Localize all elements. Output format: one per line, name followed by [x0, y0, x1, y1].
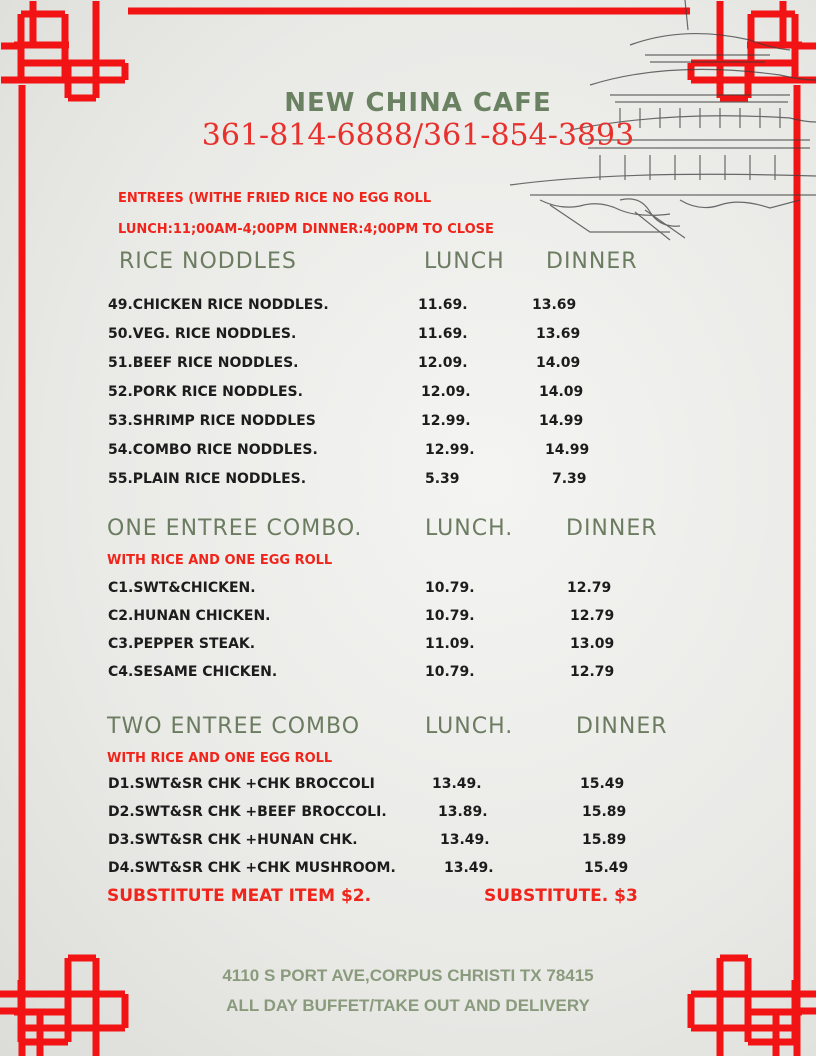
substitute-meat-lunch: SUBSTITUTE MEAT ITEM $2. [107, 886, 372, 906]
menu-item-dinner-price: 12.79 [567, 580, 612, 596]
menu-item-name: C2.HUNAN CHICKEN. [108, 608, 271, 624]
menu-item-lunch-price: 13.49. [440, 832, 490, 848]
rice-noddles-heading: RICE NODDLES [119, 249, 297, 274]
footer-services: ALL DAY BUFFET/TAKE OUT AND DELIVERY [226, 996, 590, 1015]
one-entree-lunch-header: LUNCH. [425, 516, 514, 541]
restaurant-title: NEW CHINA CAFE [284, 88, 552, 118]
menu-item-dinner-price: 13.69 [532, 297, 577, 313]
two-entree-dinner-header: DINNER [576, 714, 668, 739]
menu-item-name: 54.COMBO RICE NODDLES. [108, 442, 318, 458]
one-entree-heading: ONE ENTREE COMBO. [107, 516, 363, 541]
menu-item-name: C4.SESAME CHICKEN. [108, 664, 278, 680]
menu-item-lunch-price: 12.09. [418, 355, 468, 371]
menu-item-name: C1.SWT&CHICKEN. [108, 580, 256, 596]
one-entree-note: WITH RICE AND ONE EGG ROLL [107, 553, 333, 568]
menu-item-lunch-price: 12.99. [421, 413, 471, 429]
menu-item-name: D1.SWT&SR CHK +CHK BROCCOLI [108, 776, 375, 792]
menu-item-dinner-price: 14.99 [545, 442, 590, 458]
menu-item-lunch-price: 13.89. [438, 804, 488, 820]
menu-item-name: C3.PEPPER STEAK. [108, 636, 256, 652]
rice-noddles-lunch-header: LUNCH [424, 249, 505, 274]
menu-item-lunch-price: 11.09. [425, 636, 475, 652]
substitute-dinner: SUBSTITUTE. $3 [484, 886, 638, 906]
one-entree-dinner-header: DINNER [566, 516, 658, 541]
menu-item-lunch-price: 10.79. [425, 608, 475, 624]
menu-item-lunch-price: 13.49. [432, 776, 482, 792]
menu-item-lunch-price: 11.69. [418, 297, 468, 313]
menu-item-lunch-price: 5.39 [425, 471, 460, 487]
hours-note: LUNCH:11;00AM-4;00PM DINNER:4;00PM TO CLOSE [118, 222, 494, 237]
menu-item-name: D4.SWT&SR CHK +CHK MUSHROOM. [108, 860, 396, 876]
footer-address: 4110 S PORT AVE,CORPUS CHRISTI TX 78415 [222, 966, 594, 985]
menu-item-dinner-price: 15.89 [582, 832, 627, 848]
menu-item-name: 49.CHICKEN RICE NODDLES. [108, 297, 329, 313]
menu-item-dinner-price: 12.79 [570, 664, 615, 680]
menu-item-name: 51.BEEF RICE NODDLES. [108, 355, 299, 371]
menu-item-name: D2.SWT&SR CHK +BEEF BROCCOLI. [108, 804, 387, 820]
menu-item-dinner-price: 15.89 [582, 804, 627, 820]
menu-item-lunch-price: 12.09. [421, 384, 471, 400]
menu-item-name: 53.SHRIMP RICE NODDLES [108, 413, 316, 429]
menu-item-name: 50.VEG. RICE NODDLES. [108, 326, 297, 342]
menu-item-name: D3.SWT&SR CHK +HUNAN CHK. [108, 832, 358, 848]
menu-item-dinner-price: 12.79 [570, 608, 615, 624]
two-entree-note: WITH RICE AND ONE EGG ROLL [107, 751, 333, 766]
menu-item-dinner-price: 14.09 [539, 384, 584, 400]
menu-item-dinner-price: 13.09 [570, 636, 615, 652]
menu-item-lunch-price: 10.79. [425, 580, 475, 596]
menu-item-dinner-price: 15.49 [580, 776, 625, 792]
phone-numbers: 361-814-6888/361-854-3893 [201, 118, 635, 153]
menu-item-dinner-price: 13.69 [536, 326, 581, 342]
two-entree-heading: TWO ENTREE COMBO [107, 714, 361, 739]
menu-item-name: 55.PLAIN RICE NODDLES. [108, 471, 307, 487]
menu-item-dinner-price: 14.09 [536, 355, 581, 371]
menu-item-dinner-price: 7.39 [552, 471, 587, 487]
menu-item-lunch-price: 12.99. [425, 442, 475, 458]
menu-item-dinner-price: 14.99 [539, 413, 584, 429]
menu-item-lunch-price: 11.69. [418, 326, 468, 342]
menu-item-name: 52.PORK RICE NODDLES. [108, 384, 303, 400]
menu-item-lunch-price: 13.49. [444, 860, 494, 876]
two-entree-lunch-header: LUNCH. [425, 714, 514, 739]
entrees-note: ENTREES (WITHE FRIED RICE NO EGG ROLL [118, 191, 432, 206]
menu-item-dinner-price: 15.49 [584, 860, 629, 876]
rice-noddles-dinner-header: DINNER [546, 249, 638, 274]
menu-item-lunch-price: 10.79. [425, 664, 475, 680]
